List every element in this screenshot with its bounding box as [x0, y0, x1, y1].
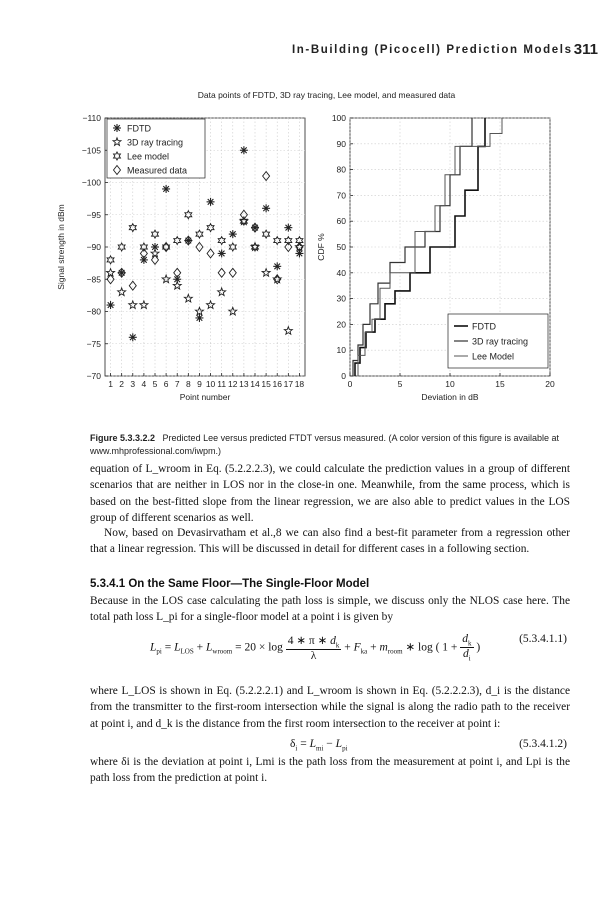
data-point: [184, 294, 192, 302]
data-point: [184, 237, 192, 245]
figure-caption: [90, 432, 590, 458]
x-tick-label: 2: [119, 379, 125, 389]
equation-1-label: (5.3.4.1.1): [519, 633, 567, 645]
x-axis-label: Deviation in dB: [421, 392, 479, 402]
x-tick-label: 6: [163, 379, 169, 389]
y-tick-label: 70: [336, 190, 346, 201]
legend-label: Lee Model: [472, 351, 515, 362]
cdf-chart: [312, 108, 572, 408]
legend-marker: [113, 124, 121, 132]
x-tick-label: 17: [283, 379, 294, 389]
data-point: [218, 249, 226, 257]
y-tick-label: −85: [86, 274, 101, 285]
legend-label: FDTD: [472, 321, 496, 332]
x-tick-label: 5: [397, 379, 403, 389]
y-tick-label: −75: [86, 338, 101, 349]
data-point: [284, 327, 292, 335]
y-tick-label: 10: [336, 345, 346, 356]
y-tick-label: 30: [336, 293, 346, 304]
data-point: [262, 204, 270, 212]
data-point: [185, 211, 192, 219]
data-point: [273, 262, 281, 270]
equation-1-body: $L_{pi} = L_{LOS} + L_{wroom} = 20 \times \log$ $\frac{4 ∗ \pi ∗ d_k}{\lambda}$ + $F_{ka} + m_{room}$ ∗ log ( 1 + $\frac{d_k}{d_i}$ ): [150, 633, 481, 663]
data-point: [118, 288, 126, 296]
legend-label: FDTD: [127, 123, 151, 134]
data-point: [229, 230, 237, 238]
x-tick-label: 20: [545, 379, 555, 389]
data-point: [118, 269, 126, 277]
paragraph-1: equation of L_wroom in Eq. (5.2.2.2.3), we could calculate the prediction values in a group of different scenarios that are neither in LOS nor in the close-in one. Meanwhile, from the same process, which is based on the best-fitted slope from the linear regression, we are also able to predict values in the LOS group of different scenarios as well.: [90, 463, 570, 525]
series-measured-data: [107, 172, 303, 291]
y-tick-label: 60: [336, 216, 346, 227]
data-point: [251, 224, 259, 232]
x-tick-label: 11: [217, 379, 227, 389]
y-axis-label: Signal strength in dBm: [56, 204, 66, 290]
x-tick-label: 7: [174, 379, 180, 389]
y-tick-label: −90: [86, 242, 101, 252]
data-point: [207, 198, 215, 206]
x-axis-label: Point number: [179, 392, 231, 402]
x-tick-label: 18: [294, 379, 305, 389]
legend: [107, 119, 205, 178]
y-tick-label: −80: [86, 306, 101, 317]
y-axis-label: CDF %: [316, 233, 326, 261]
data-point: [263, 172, 270, 181]
page-number: 311: [573, 41, 598, 58]
paragraph-4: where L_LOS is shown in Eq. (5.2.2.2.1) and L_wroom is shown in Eq. (5.2.2.2.3), d_i is the distance from the transmitter to the first-room intersection while the signal is along the radio path to the receiver at point i, and d_k is the distance from the first room intersection to the receiver at point i:: [90, 685, 570, 730]
y-tick-label: −105: [81, 145, 101, 156]
section-heading: 5.3.4.1 On the Same Floor—The Single-Floor Model: [90, 578, 370, 590]
data-point: [129, 333, 137, 341]
x-tick-label: 4: [141, 379, 147, 389]
x-tick-label: 14: [250, 379, 260, 389]
caption-label: Figure 5.3.3.2.2: [90, 433, 156, 443]
x-tick-label: 8: [185, 379, 191, 389]
figure-title: Data points of FDTD, 3D ray tracing, Lee model, and measured data: [197, 90, 456, 100]
y-tick-label: 40: [336, 267, 346, 278]
caption-text: Predicted Lee versus predicted FTDT versus measured. (A color version of this figure is available at www.mhprofessional.com/iwpm.): [90, 433, 560, 456]
paragraph-3: Because in the LOS case calculating the path loss is simple, we discuss only the NLOS case here. The total path loss L_pi for a single-floor model at a point i is given by: [90, 595, 570, 624]
scatter-chart: [50, 108, 315, 408]
data-point: [162, 275, 170, 283]
data-point: [173, 282, 181, 290]
x-tick-label: 9: [197, 379, 202, 389]
y-tick-label: 50: [336, 242, 346, 252]
data-point: [162, 185, 170, 193]
x-tick-label: 10: [445, 379, 455, 389]
equation-2-body: $\delta_i = L_{mi} - L_{pi}$: [290, 738, 348, 753]
running-title: In-Building (Picocell) Prediction Models: [292, 44, 573, 56]
x-tick-label: 3: [130, 379, 136, 389]
y-tick-label: 20: [336, 319, 346, 330]
legend-label: Lee model: [127, 151, 170, 162]
series-lee-model: [107, 211, 303, 264]
series-3d-ray-tracing: [107, 217, 304, 334]
x-tick-label: 12: [228, 379, 238, 389]
y-tick-label: −110: [82, 113, 101, 123]
data-point: [140, 256, 148, 264]
paragraph-2: Now, based on Devasirvatham et al.,8 we can also find a best-fit parameter from a regression other that a linear regression. This will be discussed in detail for different cases in a following section.: [90, 527, 570, 556]
y-tick-label: 90: [336, 138, 346, 149]
equation-2-label: (5.3.4.1.2): [519, 738, 567, 750]
data-point: [218, 288, 226, 296]
paragraph-5: where δi is the deviation at point i, Lmi is the path loss from the measurement at point i, and Lpi is the path loss from the prediction at point i.: [90, 756, 570, 785]
data-point: [207, 249, 214, 258]
legend-label: 3D ray tracing: [472, 336, 529, 347]
legend: [448, 314, 548, 368]
x-tick-label: 16: [272, 379, 282, 389]
x-tick-label: 0: [347, 379, 353, 389]
y-tick-label: 80: [336, 164, 346, 175]
data-point: [284, 224, 292, 232]
x-tick-label: 15: [261, 379, 271, 389]
data-point: [107, 301, 115, 309]
y-tick-label: 100: [331, 113, 346, 123]
y-tick-label: −100: [81, 177, 101, 188]
x-tick-label: 15: [495, 379, 505, 389]
x-tick-label: 5: [152, 379, 158, 389]
y-tick-label: 0: [341, 371, 346, 381]
legend-label: 3D ray tracing: [127, 137, 184, 148]
x-tick-label: 1: [108, 379, 113, 389]
legend-label: Measured data: [127, 165, 188, 176]
y-tick-label: −70: [86, 371, 101, 381]
x-tick-label: 13: [239, 379, 249, 389]
data-point: [240, 146, 248, 154]
x-tick-label: 10: [205, 379, 216, 389]
y-tick-label: −95: [86, 209, 101, 220]
